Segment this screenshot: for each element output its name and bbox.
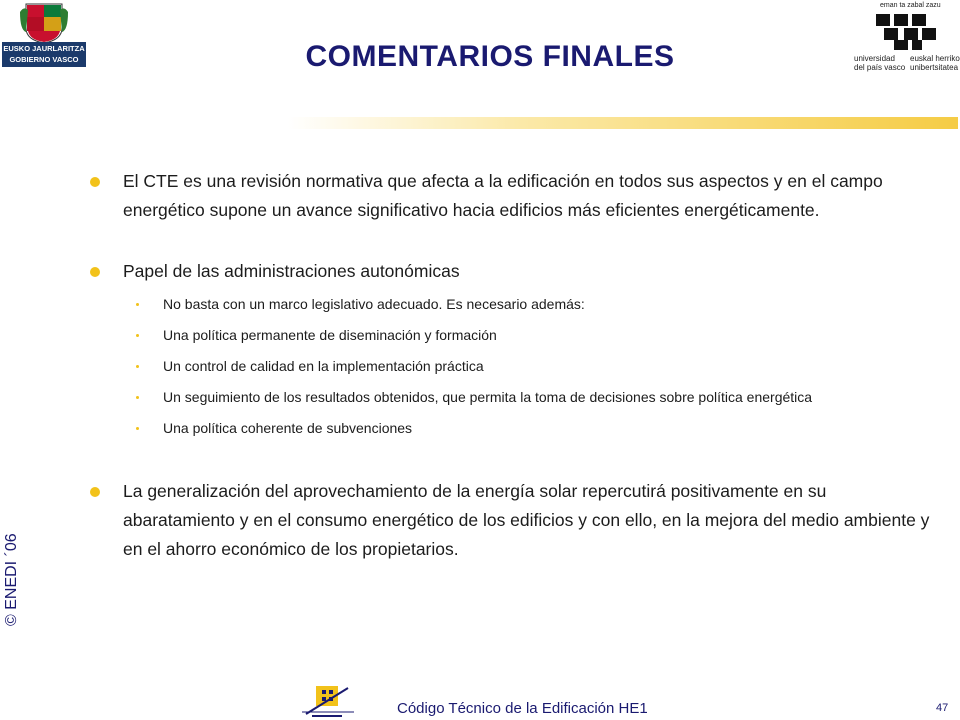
slide-content <box>90 167 930 564</box>
sub-bullet-text: Un control de calidad en la implementación práctica <box>163 358 484 374</box>
bullet-item <box>90 477 930 564</box>
copyright-side-text: © ENEDI ´06 <box>3 533 20 626</box>
sub-bullet-text: Un seguimiento de los resultados obtenidos, que permita la toma de decisiones sobre política energética <box>163 389 813 405</box>
logo-line-2: GOBIERNO VASCO <box>9 55 79 64</box>
bullet-item <box>90 167 930 225</box>
coat-of-arms-icon <box>2 2 86 44</box>
sub-bullet-item <box>90 296 930 313</box>
bullet-dot-icon <box>90 487 100 497</box>
bullet-item <box>90 257 930 286</box>
sub-bullet-dot-icon <box>136 365 139 368</box>
upv-text-es-line-1: universidad <box>854 54 895 63</box>
sub-bullet-item <box>90 420 930 437</box>
sub-bullet-dot-icon <box>136 396 139 399</box>
bullet-text: El CTE es una revisión normativa que afecta a la edificación en todos sus aspectos y en el campo energético supone un avance significativo hacia edificios más eficientes energéticamente. <box>123 171 883 220</box>
bullet-text: Papel de las administraciones autonómicas <box>123 261 460 281</box>
cte-footer-logo-icon <box>298 684 358 720</box>
title-divider <box>288 117 958 129</box>
page-title: COMENTARIOS FINALES <box>305 40 675 73</box>
sub-bullet-dot-icon <box>136 334 139 337</box>
sub-bullet-text: Una política permanente de diseminación y formación <box>163 327 497 343</box>
upv-text-eu-line-1: euskal herriko <box>910 54 960 63</box>
logo-line-1: EUSKO JAURLARITZA <box>3 44 85 53</box>
upv-text-es-line-2: del país vasco <box>854 63 906 72</box>
sub-bullet-item <box>90 327 930 344</box>
sub-bullet-dot-icon <box>136 303 139 306</box>
sub-bullet-dot-icon <box>136 427 139 430</box>
sub-bullet-item <box>90 358 930 375</box>
bullet-text: La generalización del aprovechamiento de la energía solar repercutirá positivamente en su abaratamiento y en el consumo energético de los edificios y con ello, en la mejora del medio ambiente y en el ahorro económico de los propietarios. <box>123 481 930 559</box>
sub-bullet-item <box>90 389 930 406</box>
page-number: 47 <box>936 702 949 714</box>
upv-text-eu-line-2: unibertsitatea <box>910 63 959 72</box>
sub-bullet-text: Una política coherente de subvenciones <box>163 420 413 436</box>
upv-motto: eman ta zabal zazu <box>880 2 941 9</box>
bullet-dot-icon <box>90 177 100 187</box>
sub-bullet-text: No basta con un marco legislativo adecuado. Es necesario además: <box>163 296 585 312</box>
bullet-dot-icon <box>90 267 100 277</box>
footer-title: Código Técnico de la Edificación HE1 <box>397 700 648 717</box>
